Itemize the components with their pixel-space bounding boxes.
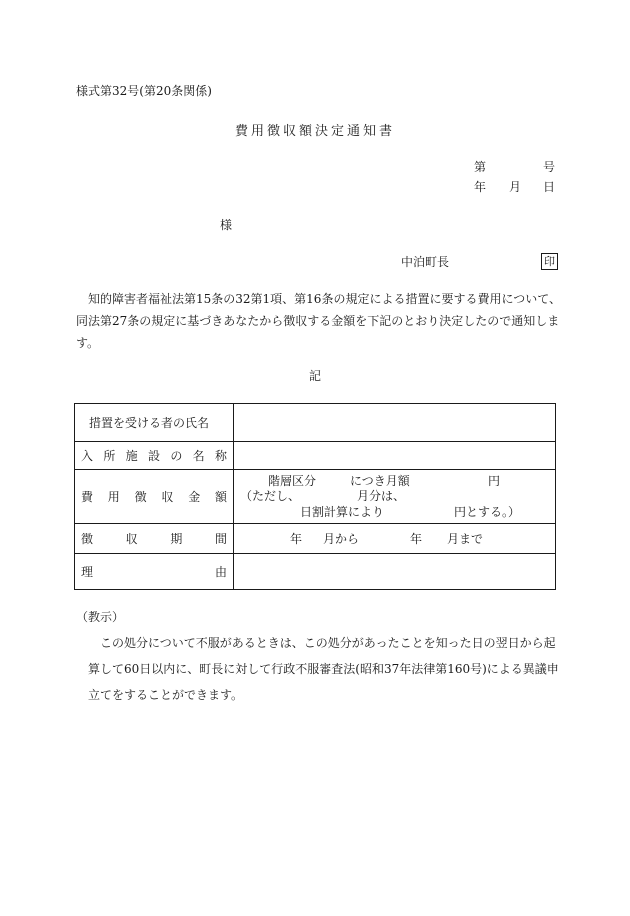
period-char: 期 bbox=[170, 532, 183, 546]
period-row bbox=[75, 524, 556, 554]
recipient-honorific: 様 bbox=[220, 218, 233, 232]
tier-label: 階層区分 bbox=[268, 473, 317, 488]
period-char: 徴 bbox=[81, 532, 94, 546]
period-label-cell bbox=[75, 524, 234, 554]
amount-row bbox=[75, 470, 556, 524]
period-char: 収 bbox=[125, 532, 138, 546]
amount-char: 徴 bbox=[134, 490, 147, 504]
date-day: 日 bbox=[543, 180, 556, 194]
amount-char: 額 bbox=[214, 490, 227, 504]
reason-label bbox=[81, 563, 227, 580]
body-paragraph bbox=[76, 288, 564, 354]
facility-row bbox=[75, 442, 556, 470]
form-id: 様式第32号(第20条関係) bbox=[76, 84, 212, 98]
facility-char: 称 bbox=[214, 449, 227, 463]
facility-char: 所 bbox=[103, 449, 116, 463]
amount-char: 金 bbox=[188, 490, 201, 504]
issuer: 中泊町長 bbox=[401, 255, 450, 269]
daily-calc-label: 日割計算により bbox=[300, 504, 385, 519]
period-start-year: 年 bbox=[290, 531, 303, 546]
number-prefix: 第 bbox=[474, 160, 487, 174]
facility-value-cell bbox=[234, 442, 556, 470]
ki-heading: 記 bbox=[308, 369, 321, 383]
facility-label-cell bbox=[75, 442, 234, 470]
reason-char: 由 bbox=[214, 565, 227, 579]
seal-mark: 印 bbox=[541, 253, 558, 270]
facility-char: 施 bbox=[125, 449, 138, 463]
amount-label-cell bbox=[75, 470, 234, 524]
date-year: 年 bbox=[474, 180, 487, 194]
yen-close: 円とする。） bbox=[454, 504, 521, 519]
period-label bbox=[81, 530, 227, 547]
amount-value-cell bbox=[234, 470, 556, 524]
reason-char: 理 bbox=[81, 565, 94, 579]
name-value-cell bbox=[234, 404, 556, 442]
amount-value bbox=[240, 471, 549, 523]
facility-label bbox=[81, 447, 227, 464]
name-label-cell bbox=[75, 404, 234, 442]
notice-text: この処分について不服があるときは、この処分があったことを知った日の翌日から起算して60日以内に、町長に対して行政不服審査法(昭和37年法律第160号)による異議申立てをすることができます。 bbox=[88, 636, 559, 702]
period-char: 間 bbox=[214, 532, 227, 546]
facility-char: の bbox=[170, 449, 183, 463]
period-end-year: 年 bbox=[410, 531, 423, 546]
notice-section bbox=[76, 604, 562, 708]
amount-char: 費 bbox=[81, 490, 94, 504]
yen-unit: 円 bbox=[488, 473, 501, 488]
document-title: 費用徴収額決定通知書 bbox=[234, 124, 395, 139]
name-label: 措置を受ける者の氏名 bbox=[89, 416, 210, 430]
date-month: 月 bbox=[509, 180, 522, 194]
period-start-month: 月から bbox=[323, 531, 360, 546]
notice-heading: （教示） bbox=[76, 610, 125, 624]
number-suffix: 号 bbox=[543, 160, 556, 174]
name-row bbox=[75, 404, 556, 442]
proviso-open: （ただし、 bbox=[240, 488, 301, 503]
amount-label bbox=[81, 488, 227, 505]
facility-char: 名 bbox=[192, 449, 205, 463]
monthly-amount-label: につき月額 bbox=[350, 473, 410, 488]
period-end-month: 月まで bbox=[447, 531, 484, 546]
facility-char: 設 bbox=[147, 449, 160, 463]
reason-label-cell bbox=[75, 554, 234, 590]
reason-row bbox=[75, 554, 556, 590]
body-text: 知的障害者福祉法第15条の32第1項、第16条の規定による措置に要する費用について、同法第27条の規定に基づきあなたから徴収する金額を下記のとおり決定したので通知します。 bbox=[76, 292, 561, 350]
facility-char: 入 bbox=[81, 449, 94, 463]
month-portion-label: 月分は、 bbox=[357, 488, 406, 503]
amount-char: 用 bbox=[107, 490, 120, 504]
period-value bbox=[240, 525, 549, 553]
fee-table bbox=[74, 403, 556, 590]
reason-value-cell bbox=[234, 554, 556, 590]
period-value-cell bbox=[234, 524, 556, 554]
amount-char: 収 bbox=[161, 490, 174, 504]
